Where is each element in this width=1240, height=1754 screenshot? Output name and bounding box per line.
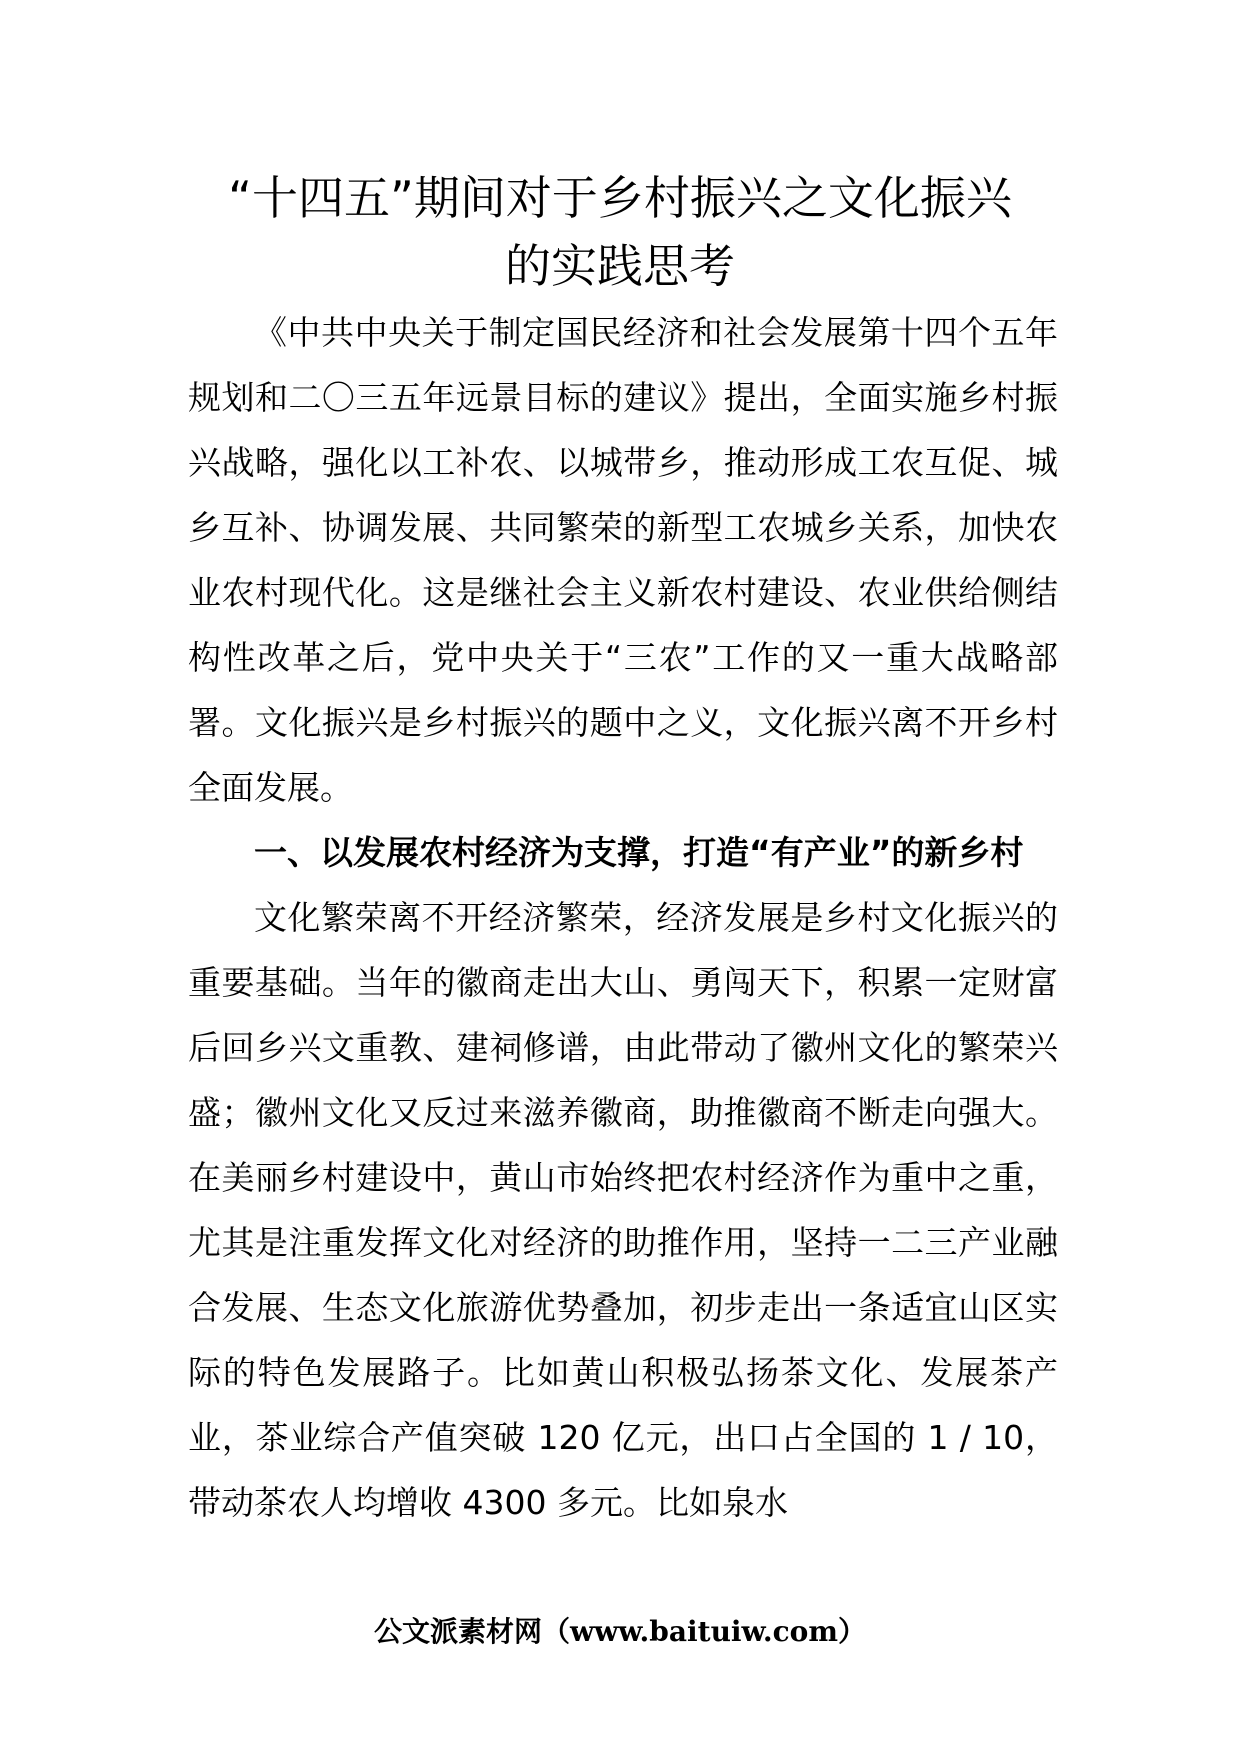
section-heading-1: 一、以发展农村经济为支撑，打造“有产业”的新乡村 <box>254 833 1024 872</box>
document-title-line-1: “十四五”期间对于乡村振兴之文化振兴 <box>228 171 1012 225</box>
document-body <box>188 300 1058 1535</box>
body-paragraph: 文化繁荣离不开经济繁荣，经济发展是乡村文化振兴的重要基础。当年的徽商走出大山、勇闯天下，积累一定财富后回乡兴文重教、建祠修谱，由此带动了徽州文化的繁荣兴盛；徽州文化又反过来滋养徽商，助推徽商不断走向强大。在美丽乡村建设中，黄山市始终把农村经济作为重中之重，尤其是注重发挥文化对经济的助推作用，坚持一二三产业融合发展、生态文化旅游优势叠加，初步走出一条适宜山区实际的特色发展路子。比如黄山积极弘扬茶文化、发展茶产业，茶业综合产值突破 120 亿元，出口占全国的 1 / 10，带动茶农人均增收 4300 多元。比如泉水 <box>188 898 1058 1522</box>
watermark-footer: 公文派素材网（www.baituiw.com） <box>374 1615 866 1648</box>
document-title-line-2: 的实践思考 <box>505 239 735 293</box>
intro-paragraph: 《中共中央关于制定国民经济和社会发展第十四个五年规划和二〇三五年远景目标的建议》提出，全面实施乡村振兴战略，强化以工补农、以城带乡，推动形成工农互促、城乡互补、协调发展、共同繁荣的新型工农城乡关系，加快农业农村现代化。这是继社会主义新农村建设、农业供给侧结构性改革之后，党中央关于“三农”工作的又一重大战略部署。文化振兴是乡村振兴的题中之义，文化振兴离不开乡村全面发展。 <box>188 313 1058 807</box>
